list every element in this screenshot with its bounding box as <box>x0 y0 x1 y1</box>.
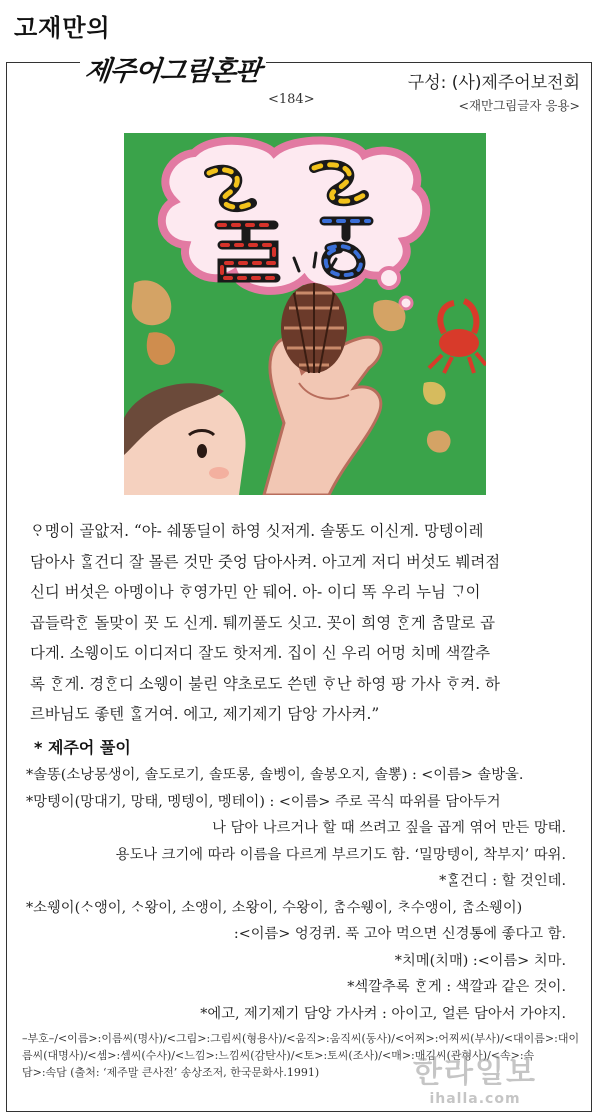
glossary-list <box>22 762 582 1027</box>
pinecone-icon <box>281 283 347 373</box>
story-line: 담아사 ᄒᆞᆯ건디 잘 몰른 것만 줏엉 담아사켜. 아고게 저디 버섯도 붸려점 <box>30 552 501 571</box>
glossary-entry: *ᄒᆞᆯ건디 : 할 것인데. <box>439 873 566 889</box>
glossary-entry: *치메(치매) :<이름> 치마. <box>394 952 566 969</box>
issue-number: <184> <box>268 92 315 107</box>
footnote-line: –부호–/<이름>:이름씨(명사)/<그림>:그림씨(형용사)/<움직>:움직씨(동사)/<어찌>:어찌씨(부사)/<대이름>:대이 <box>22 1032 580 1045</box>
story-line: ᄋᆞ멩이 골앖저. “야- 쉐똥딜이 하영 싯저게. 솔똥도 이신게. 망텡이레 <box>30 522 484 540</box>
story-line: 곱들락ᄒᆞᆫ 돌맞이 꼿 도 신게. 퉤끼풀도 싯고. 꼿이 희영 ᄒᆞᆫ게 ᄎᆞᆷ말로 곱 <box>30 613 496 632</box>
glossary-entry: *솔똥(소낭몽생이, 솔도로기, 솔또롱, 솔벵이, 솔봉오지, 솔뽕) : <이름> 솔방울. <box>26 767 524 783</box>
story-line: 르바님도 좋텐 ᄒᆞᆯ거여. 에고, 제기제기 담앙 가사켜.” <box>30 705 380 723</box>
glossary-entry: :<이름> 엉겅퀴. 푹 고아 먹으면 신경통에 좋다고 함. <box>233 926 566 942</box>
watermark-sub: ihalla.com <box>429 1091 521 1107</box>
story-line: 신디 버섯은 아멩이나 ᄒᆞ영가민 안 뒈어. 아- 이디 똑 우리 누님 ᄀᆞ이 <box>30 583 481 601</box>
story-text <box>30 516 585 730</box>
watermark <box>380 1055 570 1115</box>
footnote-line: 름씨(대명사)/<셈>:셈씨(수사)/<느낌>:느낌씨(감탄사)/<토>:토씨(조사)/<매>:매김씨(관형사)/<속>:속 <box>22 1049 535 1062</box>
illustration <box>124 133 486 495</box>
glossary-entry: *에고, 제기제기 담앙 가사켜 : 아이고, 얼른 담아서 가야지. <box>200 1005 566 1022</box>
watermark-main: 한라일보 <box>413 1055 537 1090</box>
glossary-entry: *망텡이(망대기, 망태, 멩텡이, 멩테이) : <이름> 주로 곡식 따위를 담아두거 <box>26 793 501 810</box>
glossary-entry: *섹깔추록 ᄒᆞᆫ게 : 색깔과 같은 것이. <box>347 979 566 995</box>
credit-subline: <재만그림글자 응용> <box>458 98 580 113</box>
column-logo <box>80 50 266 86</box>
footnote-line: 담>:속담 (출처: ‘제주말 큰사전’ 송상조저, 한국문화사.1991) <box>22 1066 320 1079</box>
credit-line: 구성: (사)제주어보전회 <box>407 73 580 93</box>
glossary-entry: *소웽이(ᄉᆞ앵이, ᄉᆞ왕이, 소앵이, 소왕이, 수왕이, ᄎᆞᆷ수웽이, ᄎᆞ수앵이, ᄎᆞᆷ소웽이) <box>26 899 523 916</box>
series-title: 고재만의 <box>14 14 111 42</box>
logo-text: 제주어그림혼판 <box>83 55 263 87</box>
story-line: 다게. 소웽이도 이디저디 잘도 핫저게. 집이 신 우리 어멍 치메 색깔추 <box>30 644 491 662</box>
glossary-entry: 용도나 크기에 따라 이름을 다르게 부르기도 함. ‘밀망텡이, 착부지’ 따위. <box>115 846 566 863</box>
glossary-entry: 나 담아 나르거나 할 때 쓰려고 짚을 곱게 엮어 만든 망태. <box>212 820 566 836</box>
story-line: 록 ᄒᆞᆫ게. 경ᄒᆞᆫ디 소웽이 불린 약초로도 쓴덴 ᄒᆞ난 하영 팡 가사 ᄒᆞ켜. 하 <box>30 674 500 693</box>
glossary-heading: * 제주어 풀이 <box>34 738 131 757</box>
